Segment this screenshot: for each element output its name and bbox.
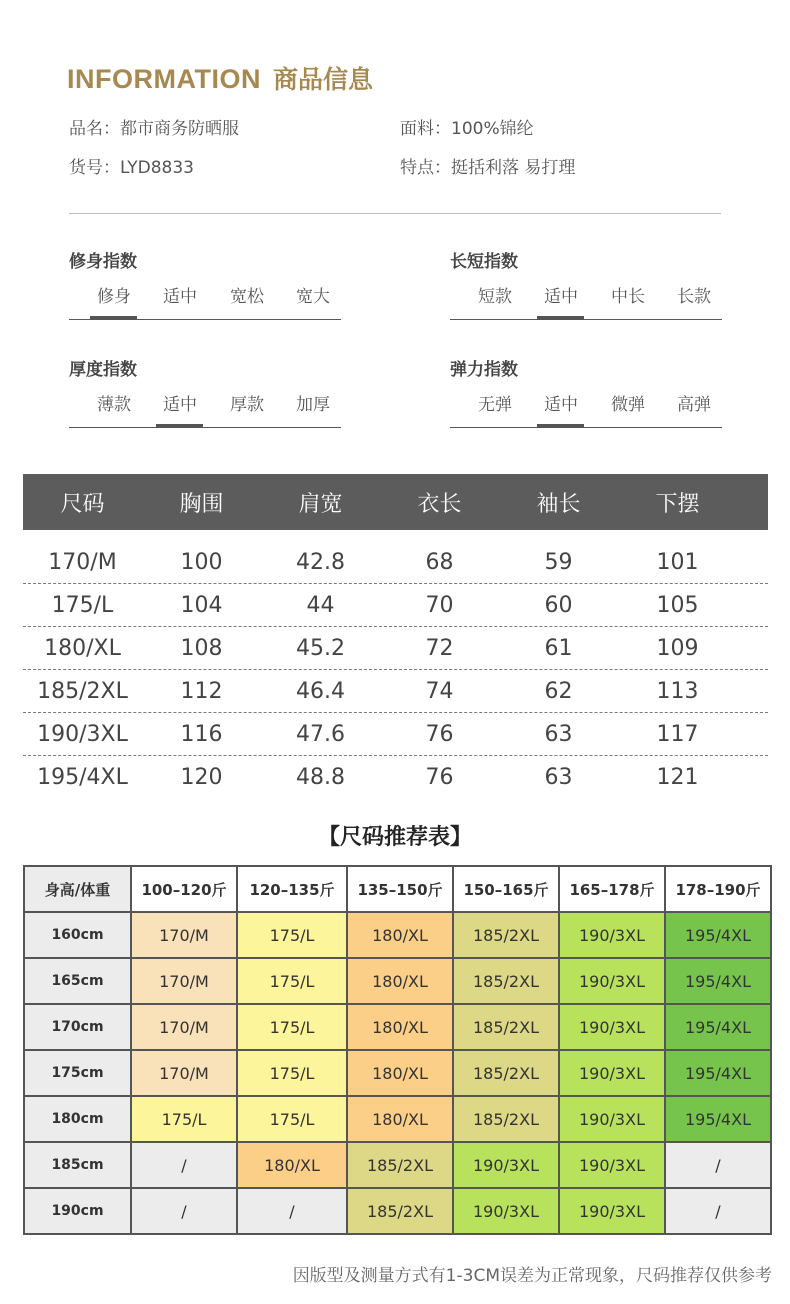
title-en: INFORMATION xyxy=(67,64,261,94)
index-option: 适中 xyxy=(163,395,197,415)
index-option: 修身 xyxy=(97,287,131,307)
index-option: 无弹 xyxy=(478,395,512,415)
recommend-row xyxy=(24,1142,771,1188)
weight-header: 100–120斤 xyxy=(131,866,237,912)
size-table-header xyxy=(23,474,768,530)
size-cell: 68 xyxy=(425,550,454,575)
recommend-row xyxy=(24,912,771,958)
size-cell: 61 xyxy=(544,636,573,661)
recommend-row xyxy=(24,958,771,1004)
size-cell: 42.8 xyxy=(296,550,345,575)
recommend-corner: 身高/体重 xyxy=(24,866,131,912)
recommend-cell: 195/4XL xyxy=(665,912,771,958)
size-cell: 104 xyxy=(180,593,223,618)
title-cn: 商品信息 xyxy=(272,65,373,94)
disclaimer-note: 因版型及测量方式有1-3CM误差为正常现象，尺码推荐仅供参考 xyxy=(292,1266,772,1286)
recommend-cell: 190/3XL xyxy=(559,1096,665,1142)
elasticity-index xyxy=(450,358,722,428)
recommend-cell: 185/2XL xyxy=(453,958,559,1004)
weight-header: 120–135斤 xyxy=(237,866,347,912)
size-cell: 170/M xyxy=(48,550,117,575)
size-cell: 100 xyxy=(180,550,223,575)
recommend-cell: / xyxy=(665,1188,771,1234)
index-option: 微弹 xyxy=(611,395,645,415)
size-cell: 116 xyxy=(180,722,223,747)
recommend-cell: 185/2XL xyxy=(453,1050,559,1096)
recommend-cell: 170/M xyxy=(131,1004,237,1050)
size-cell: 62 xyxy=(544,679,573,704)
recommend-cell: / xyxy=(131,1142,237,1188)
recommend-cell: 185/2XL xyxy=(347,1188,453,1234)
index-scale xyxy=(69,274,341,320)
index-option: 长款 xyxy=(677,287,711,307)
height-header: 175cm xyxy=(24,1050,131,1096)
size-cell: 113 xyxy=(656,679,699,704)
size-cell: 190/3XL xyxy=(37,722,128,747)
size-cell: 76 xyxy=(425,765,454,790)
product-feature: 特点：挺括利落 易打理 xyxy=(400,158,576,178)
recommend-row xyxy=(24,1096,771,1142)
size-cell: 47.6 xyxy=(296,722,345,747)
size-cell: 101 xyxy=(656,550,699,575)
recommend-cell: 180/XL xyxy=(347,1004,453,1050)
recommend-cell: 170/M xyxy=(131,958,237,1004)
size-cell: 63 xyxy=(544,722,573,747)
size-row xyxy=(23,713,768,756)
size-cell: 117 xyxy=(656,722,699,747)
size-cell: 180/XL xyxy=(44,636,121,661)
index-scale xyxy=(450,274,722,320)
size-cell: 112 xyxy=(180,679,223,704)
index-baseline xyxy=(450,427,722,428)
recommend-cell: 190/3XL xyxy=(559,1188,665,1234)
recommend-cell: / xyxy=(665,1142,771,1188)
index-baseline xyxy=(450,319,722,320)
recommend-row xyxy=(24,1050,771,1096)
size-cell: 46.4 xyxy=(296,679,345,704)
recommend-cell: 180/XL xyxy=(347,912,453,958)
index-label: 修身指数 xyxy=(69,252,137,272)
index-label: 厚度指数 xyxy=(69,360,137,380)
size-recommend-table xyxy=(23,865,772,1235)
recommend-cell: 175/L xyxy=(237,1050,347,1096)
index-option: 适中 xyxy=(544,395,578,415)
size-cell: 76 xyxy=(425,722,454,747)
size-cell: 109 xyxy=(656,636,699,661)
weight-header: 150–165斤 xyxy=(453,866,559,912)
recommend-title: 【尺码推荐表】 xyxy=(317,825,472,850)
weight-header: 165–178斤 xyxy=(559,866,665,912)
size-cell: 59 xyxy=(544,550,573,575)
size-cell: 70 xyxy=(425,593,454,618)
size-row xyxy=(23,541,768,584)
product-code: 货号：LYD8833 xyxy=(69,158,194,178)
height-header: 180cm xyxy=(24,1096,131,1142)
recommend-cell: 190/3XL xyxy=(453,1188,559,1234)
size-header-cell: 肩宽 xyxy=(298,491,343,517)
recommend-cell: 180/XL xyxy=(237,1142,347,1188)
product-fabric: 面料：100%锦纶 xyxy=(400,119,534,139)
size-cell: 105 xyxy=(656,593,699,618)
size-row xyxy=(23,756,768,799)
recommend-cell: / xyxy=(131,1188,237,1234)
size-row xyxy=(23,627,768,670)
recommend-cell: 185/2XL xyxy=(453,912,559,958)
height-header: 190cm xyxy=(24,1188,131,1234)
recommend-cell: 195/4XL xyxy=(665,1050,771,1096)
fit-index xyxy=(69,250,341,320)
recommend-cell: 175/L xyxy=(237,912,347,958)
size-row xyxy=(23,670,768,713)
recommend-cell: 175/L xyxy=(237,1004,347,1050)
recommend-cell: 180/XL xyxy=(347,958,453,1004)
recommend-cell: 180/XL xyxy=(347,1050,453,1096)
height-header: 170cm xyxy=(24,1004,131,1050)
recommend-row xyxy=(24,1188,771,1234)
size-cell: 60 xyxy=(544,593,573,618)
index-baseline xyxy=(69,427,341,428)
recommend-cell: 190/3XL xyxy=(559,1050,665,1096)
size-row xyxy=(23,584,768,627)
weight-header: 135–150斤 xyxy=(347,866,453,912)
index-label: 长短指数 xyxy=(450,252,518,272)
index-option: 薄款 xyxy=(97,395,131,415)
index-option: 短款 xyxy=(478,287,512,307)
size-cell: 74 xyxy=(425,679,454,704)
size-cell: 72 xyxy=(425,636,454,661)
recommend-cell: 175/L xyxy=(131,1096,237,1142)
recommend-cell: 170/M xyxy=(131,912,237,958)
size-cell: 175/L xyxy=(51,593,114,618)
recommend-cell: 175/L xyxy=(237,1096,347,1142)
thickness-index xyxy=(69,358,341,428)
index-option: 适中 xyxy=(544,287,578,307)
recommend-cell: 190/3XL xyxy=(453,1142,559,1188)
recommend-cell: 170/M xyxy=(131,1050,237,1096)
size-cell: 48.8 xyxy=(296,765,345,790)
index-scale xyxy=(450,382,722,428)
index-option: 中长 xyxy=(611,287,645,307)
height-header: 165cm xyxy=(24,958,131,1004)
height-header: 160cm xyxy=(24,912,131,958)
recommend-cell: 195/4XL xyxy=(665,1096,771,1142)
recommend-cell: 190/3XL xyxy=(559,912,665,958)
recommend-cell: 190/3XL xyxy=(559,958,665,1004)
index-label: 弹力指数 xyxy=(450,360,518,380)
size-cell: 44 xyxy=(306,593,335,618)
index-option: 高弹 xyxy=(677,395,711,415)
height-header: 185cm xyxy=(24,1142,131,1188)
recommend-cell: 195/4XL xyxy=(665,958,771,1004)
product-name: 品名：都市商务防晒服 xyxy=(69,119,239,139)
recommend-cell: 185/2XL xyxy=(453,1004,559,1050)
size-header-cell: 下摆 xyxy=(655,491,700,517)
size-cell: 121 xyxy=(656,765,699,790)
size-cell: 63 xyxy=(544,765,573,790)
recommend-cell: / xyxy=(237,1188,347,1234)
index-option: 厚款 xyxy=(230,395,264,415)
recommend-header-row xyxy=(24,866,771,912)
size-cell: 120 xyxy=(180,765,223,790)
recommend-cell: 185/2XL xyxy=(453,1096,559,1142)
size-header-cell: 袖长 xyxy=(536,491,581,517)
recommend-cell: 185/2XL xyxy=(347,1142,453,1188)
recommend-cell: 175/L xyxy=(237,958,347,1004)
index-option: 加厚 xyxy=(296,395,330,415)
index-scale xyxy=(69,382,341,428)
divider xyxy=(69,213,721,214)
length-index xyxy=(450,250,722,320)
size-cell: 185/2XL xyxy=(37,679,128,704)
section-title xyxy=(67,60,373,96)
size-header-cell: 衣长 xyxy=(417,491,462,517)
recommend-row xyxy=(24,1004,771,1050)
index-baseline xyxy=(69,319,341,320)
size-header-cell: 尺码 xyxy=(60,491,105,517)
weight-header: 178–190斤 xyxy=(665,866,771,912)
size-cell: 108 xyxy=(180,636,223,661)
index-option: 宽大 xyxy=(296,287,330,307)
recommend-cell: 190/3XL xyxy=(559,1142,665,1188)
size-cell: 195/4XL xyxy=(37,765,128,790)
recommend-cell: 180/XL xyxy=(347,1096,453,1142)
recommend-cell: 190/3XL xyxy=(559,1004,665,1050)
size-header-cell: 胸围 xyxy=(179,491,224,517)
index-option: 适中 xyxy=(163,287,197,307)
size-cell: 45.2 xyxy=(296,636,345,661)
recommend-cell: 195/4XL xyxy=(665,1004,771,1050)
index-option: 宽松 xyxy=(230,287,264,307)
